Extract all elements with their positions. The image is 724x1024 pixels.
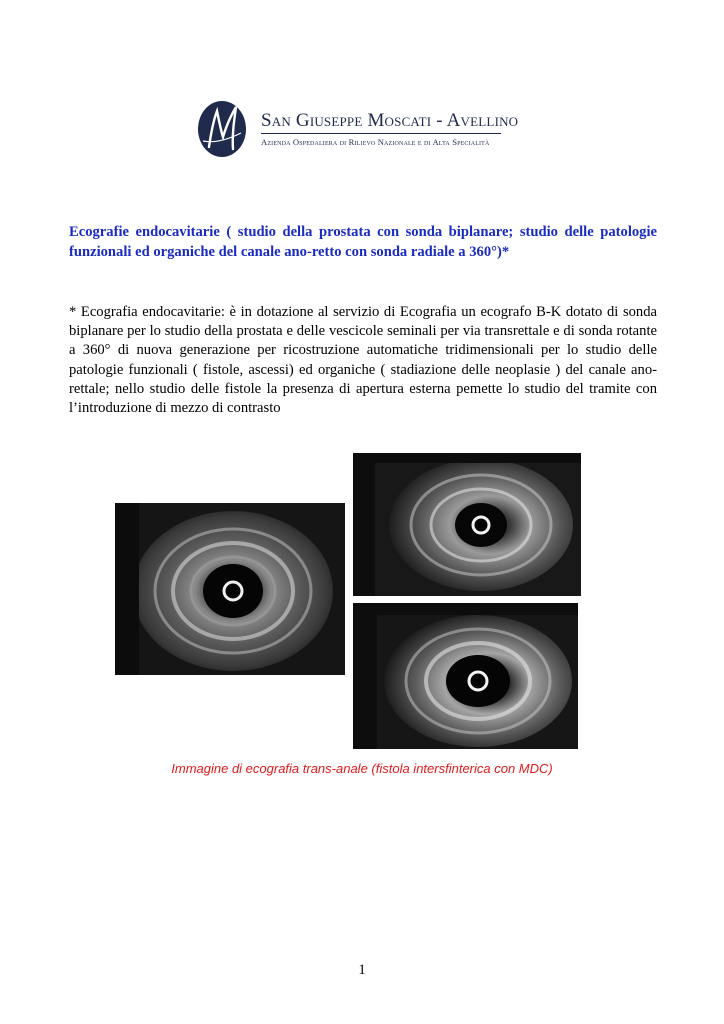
figure-caption: Immagine di ecografia trans-anale (fistola intersfinterica con MDC) xyxy=(171,761,553,776)
ultrasound-image-top-right xyxy=(353,453,581,596)
ultrasound-image-left xyxy=(115,503,345,675)
body-paragraph: * Ecografia endocavitarie: è in dotazione al servizio di Ecografia un ecografo B-K dotato di sonda biplanare per lo studio della prostata e delle vescicole seminali per via transrettale e di sonda rotante a 360° di nuova generazione per ricostruzione automatiche tridimensionali per lo studio delle patologie funzionali ( fistole, ascessi) ed organiche ( stadiazione delle neoplasie ) del canale ano-rettale; nello studio delle fistole la presenza di apertura esterna pemette lo studio del tramite con l’introduzione di mezzo di contrasto xyxy=(69,304,657,417)
logo-title: San Giuseppe Moscati - Avellino xyxy=(261,110,519,131)
logo-divider xyxy=(261,133,501,134)
ultrasound-image-bottom-right xyxy=(353,603,578,749)
logo-subtitle: Azienda Ospedaliera di Rilievo Nazionale e di Alta Specialità xyxy=(261,137,490,147)
hospital-logo xyxy=(195,97,519,161)
document-heading: Ecografie endocavitarie ( studio della prostata con sonda biplanare; studio delle patologie funzionali ed organiche del canale ano-retto con sonda radiale a 360°)* xyxy=(69,224,657,260)
moscati-logo-icon xyxy=(195,97,251,159)
page-number: 1 xyxy=(358,962,366,978)
